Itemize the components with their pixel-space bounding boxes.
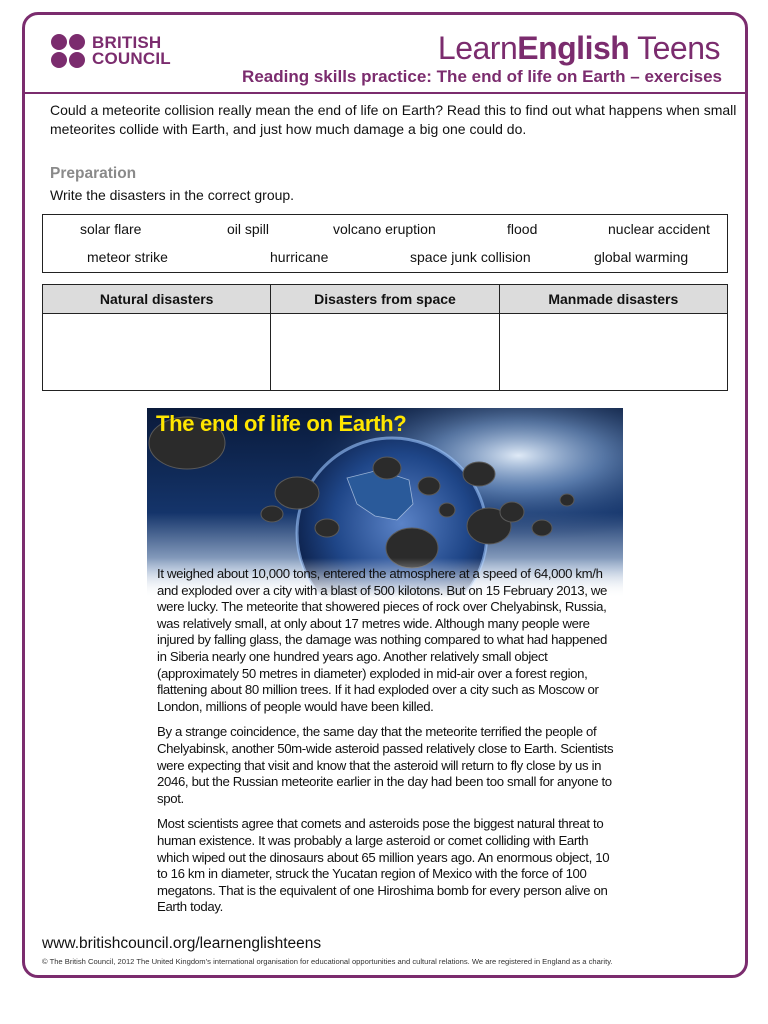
- article-paragraph: By a strange coincidence, the same day that the meteorite terrified the people of Chelyabinsk, another 50m-wide asteroid passed relatively close to Earth. Scientists were expecting that visit and know that the asteroid will return to fly close by us in 2046, but the Russian meteorite earlier in the day had been too small for anyone to spot.: [157, 724, 614, 806]
- article-paragraph: It weighed about 10,000 tons, entered the atmosphere at a speed of 64,000 km/h and exploded over a city with a blast of 500 kilotons. But on 15 February 2013, we were lucky. The meteorite that showered pieces of rock over Chelyabinsk, Russia, was relatively small, at only about 17 metres wide. Although many people were injured by falling glass, the damage was nothing compared to what had happened in Siberia nearly one hundred years ago. Another relatively small object (approximately 50 metres in diameter) exploded in mid-air over a forest region, flattening about 80 million trees. If it had exploded over a city such as Moscow or London, millions of people would have been killed.: [157, 566, 608, 714]
- article-body: [157, 566, 615, 920]
- answer-cell-manmade[interactable]: [499, 314, 727, 391]
- answer-cell-space[interactable]: [271, 314, 499, 391]
- word-item: hurricane: [270, 249, 329, 265]
- word-item: meteor strike: [87, 249, 168, 265]
- british-council-logo: [51, 34, 181, 70]
- word-item: flood: [507, 221, 538, 237]
- brand-english: English: [517, 30, 630, 66]
- column-header-manmade: Manmade disasters: [499, 285, 727, 314]
- learnenglish-teens-logo: [438, 30, 720, 67]
- org-name-line1: BRITISH: [92, 33, 162, 52]
- column-header-space: Disasters from space: [271, 285, 499, 314]
- article-image: [147, 408, 623, 920]
- intro-text: Could a meteorite collision really mean the end of life on Earth? Read this to find out what happens when small meteorites collide with Earth, and just how much damage a big one could do.: [50, 102, 737, 137]
- word-item: nuclear accident: [608, 221, 710, 237]
- footer-url: www.britishcouncil.org/learnenglishteens: [42, 935, 322, 952]
- footer-copyright: © The British Council, 2012 The United Kingdom’s international organisation for educational opportunities and cultural relations. We are registered in England as a charity.: [42, 957, 613, 966]
- brand-teens: Teens: [629, 30, 720, 66]
- disaster-groups-table: [42, 284, 728, 391]
- british-council-wordmark: [92, 35, 171, 67]
- article-title: The end of life on Earth?: [156, 411, 407, 436]
- word-item: oil spill: [227, 221, 270, 237]
- british-council-dots-icon: [51, 34, 87, 70]
- word-bank: [42, 214, 728, 273]
- column-header-natural: Natural disasters: [43, 285, 271, 314]
- word-item: global warming: [594, 249, 689, 265]
- word-item: volcano eruption: [333, 221, 436, 237]
- document-title: Reading skills practice: The end of life on Earth – exercises: [242, 67, 722, 86]
- word-item: space junk collision: [410, 249, 531, 265]
- word-item: solar flare: [80, 221, 142, 237]
- preparation-instruction: Write the disasters in the correct group.: [50, 187, 295, 203]
- preparation-heading: Preparation: [50, 165, 137, 182]
- brand-learn: Learn: [437, 30, 518, 66]
- org-name-line2: COUNCIL: [92, 49, 171, 68]
- answer-cell-natural[interactable]: [43, 314, 271, 391]
- header-divider: [25, 92, 745, 94]
- article-paragraph: Most scientists agree that comets and asteroids pose the biggest natural threat to human existence. It was probably a large asteroid or comet colliding with Earth which wiped out the dinosaurs about 65 million years ago. An enormous object, 10 to 16 km in diameter, struck the Yucatan region of Mexico with the force of 100 megatons. That is the equivalent of one Hiroshima bomb for every person alive on Earth today.: [157, 816, 610, 915]
